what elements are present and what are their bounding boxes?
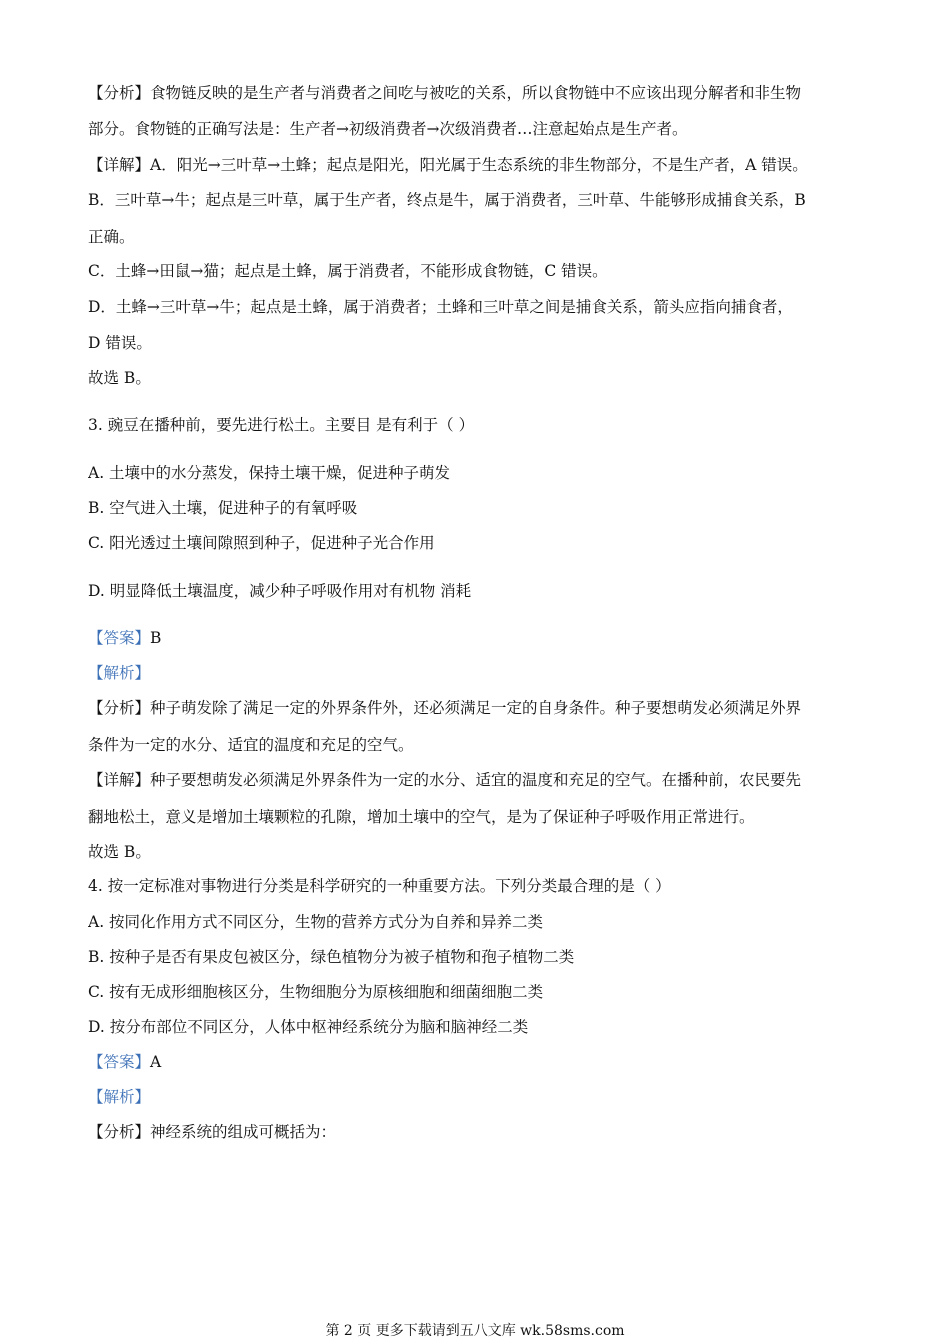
q3-detail-line-1 [88,769,868,791]
answer-tag: 【答案】 [88,1053,151,1071]
q3-conclusion: 故选 B。 [88,843,151,861]
answer-value: A [150,1053,162,1071]
detail-tag: 【详解】 [88,771,151,789]
q2-detail-line-b1: B．三叶草→牛；起点是三叶草，属于生产者，终点是牛，属于消费者，三叶草、牛能够形成捕食关系，B [88,191,806,209]
q4-explanation-tag: 【解析】 [88,1088,151,1106]
q3-stem: 3. 豌豆在播种前，要先进行松土。主要目 是有利于（ ） [88,416,475,434]
analysis-text: 神经系统的组成可概括为： [150,1123,337,1141]
analysis-tag: 【分析】 [88,699,151,717]
q2-detail-line-c: C．土蜂→田鼠→猫；起点是土蜂，属于消费者，不能形成食物链，C 错误。 [88,262,608,280]
detail-text: 种子要想萌发必须满足外界条件为一定的水分、适宜的温度和充足的空气。在播种前，农民要先 [150,771,802,789]
q2-detail-line-d1: D．土蜂→三叶草→牛；起点是土蜂，属于消费者；土蜂和三叶草之间是捕食关系，箭头应指向捕食者， [88,298,793,316]
answer-value: B [150,629,162,647]
q2-detail-line-b2: 正确。 [88,228,135,246]
q2-detail-line-a [88,154,868,176]
q2-analysis-line-1 [88,82,868,104]
q4-option-a: A. 按同化作用方式不同区分，生物的营养方式分为自养和异养二类 [88,913,544,931]
answer-tag: 【答案】 [88,629,151,647]
q3-option-a: A. 土壤中的水分蒸发，保持土壤干燥，促进种子萌发 [88,464,451,482]
q4-option-c: C. 按有无成形细胞核区分，生物细胞分为原核细胞和细菌细胞二类 [88,983,544,1001]
q4-answer [88,1051,868,1073]
q3-analysis-line-2: 条件为一定的水分、适宜的温度和充足的空气。 [88,736,414,754]
q4-analysis-line-1 [88,1121,868,1143]
q3-option-b: B. 空气进入土壤，促进种子的有氧呼吸 [88,499,358,517]
q2-conclusion: 故选 B。 [88,369,151,387]
q4-option-b: B. 按种子是否有果皮包被区分，绿色植物分为被子植物和孢子植物二类 [88,948,575,966]
analysis-tag: 【分析】 [88,84,151,102]
analysis-tag: 【分析】 [88,1123,151,1141]
q3-answer [88,627,868,649]
q3-explanation-tag: 【解析】 [88,664,151,682]
q4-stem: 4. 按一定标准对事物进行分类是科学研究的一种重要方法。下列分类最合理的是（ ） [88,877,671,895]
q3-analysis-line-1 [88,697,868,719]
analysis-text: 食物链反映的是生产者与消费者之间吃与被吃的关系，所以食物链中不应该出现分解者和非生物 [150,84,802,102]
analysis-text: 种子萌发除了满足一定的外界条件外，还必须满足一定的自身条件。种子要想萌发必须满足外界 [150,699,802,717]
q3-detail-line-2: 翻地松土，意义是增加土壤颗粒的孔隙，增加土壤中的空气，是为了保证种子呼吸作用正常进行。 [88,808,755,826]
q4-option-d: D. 按分布部位不同区分，人体中枢神经系统分为脑和脑神经二类 [88,1018,529,1036]
q2-detail-line-d2: D 错误。 [88,334,152,352]
q2-analysis-line-2: 部分。食物链的正确写法是：生产者→初级消费者→次级消费者…注意起始点是生产者。 [88,120,688,138]
detail-text: A．阳光→三叶草→土蜂；起点是阳光，阳光属于生态系统的非生物部分，不是生产者，A 错误。 [150,156,808,174]
page-footer: 第 2 页 更多下载请到五八文库 wk.58sms.com [325,1323,625,1339]
detail-tag: 【详解】 [88,156,151,174]
q3-option-c: C. 阳光透过土壤间隙照到种子，促进种子光合作用 [88,534,435,552]
q3-option-d: D. 明显降低土壤温度，减少种子呼吸作用对有机物 消耗 [88,582,472,600]
